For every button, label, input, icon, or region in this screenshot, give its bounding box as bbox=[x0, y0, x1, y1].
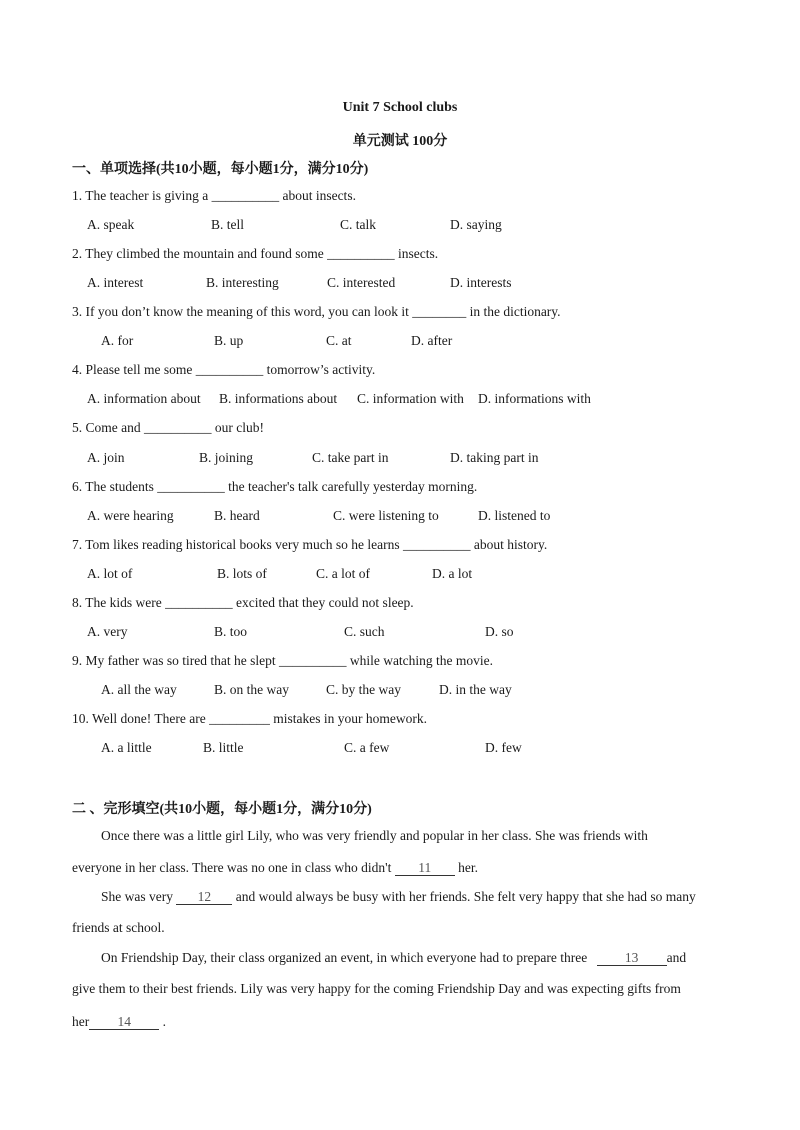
option-b: B. interesting bbox=[206, 275, 279, 290]
passage-text: On Friendship Day, their class organized an event, in which everyone had to prepare three bbox=[101, 950, 588, 965]
option-a: A. information about bbox=[87, 391, 201, 406]
section-heading-choice: 一、单项选择(共10小题，每小题1分，满分10分) bbox=[72, 162, 369, 177]
option-c: C. a lot of bbox=[316, 566, 370, 581]
page-title: Unit 7 School clubs bbox=[342, 100, 458, 115]
option-a: A. lot of bbox=[87, 566, 133, 581]
option-d: D. after bbox=[411, 333, 453, 348]
passage-text: friends at school. bbox=[72, 920, 165, 935]
option-d: D. interests bbox=[450, 275, 512, 290]
question-stem: 2. They climbed the mountain and found some __________ insects. bbox=[72, 246, 439, 261]
cloze-blank-12[interactable]: 12 bbox=[176, 890, 232, 905]
option-c: C. talk bbox=[340, 217, 376, 232]
passage-text: her bbox=[72, 1014, 90, 1029]
option-a: A. were hearing bbox=[87, 508, 174, 523]
passage-text: She was very bbox=[101, 889, 173, 904]
option-c: C. information with bbox=[357, 391, 464, 406]
option-a: A. a little bbox=[101, 740, 152, 755]
option-d: D. saying bbox=[450, 217, 502, 232]
option-a: A. interest bbox=[87, 275, 144, 290]
option-d: D. a lot bbox=[432, 566, 473, 581]
option-d: D. informations with bbox=[478, 391, 591, 406]
option-a: A. join bbox=[87, 450, 125, 465]
passage-text: . bbox=[162, 1014, 166, 1029]
option-d: D. in the way bbox=[439, 682, 512, 697]
passage-line bbox=[72, 1014, 166, 1030]
passage-line bbox=[101, 889, 696, 905]
passage-text: give them to their best friends. Lily was very happy for the coming Friendship Day and was expecting gifts from bbox=[72, 981, 681, 996]
option-a: A. speak bbox=[87, 217, 135, 232]
option-c: C. were listening to bbox=[333, 508, 439, 523]
option-a: A. for bbox=[101, 333, 134, 348]
option-d: D. listened to bbox=[478, 508, 551, 523]
question-stem: 4. Please tell me some __________ tomorrow’s activity. bbox=[72, 362, 376, 377]
page-subtitle: 单元测试 100分 bbox=[352, 134, 448, 149]
option-b: B. too bbox=[214, 624, 248, 639]
option-d: D. taking part in bbox=[450, 450, 539, 465]
option-c: C. take part in bbox=[312, 450, 389, 465]
section-heading-cloze: 二 、完形填空(共10小题，每小题1分，满分10分) bbox=[72, 802, 372, 817]
option-d: D. few bbox=[485, 740, 522, 755]
option-b: B. heard bbox=[214, 508, 260, 523]
question-stem: 9. My father was so tired that he slept __________ while watching the movie. bbox=[72, 653, 494, 668]
cloze-blank-13[interactable]: 13 bbox=[597, 951, 667, 966]
question-stem: 1. The teacher is giving a __________ about insects. bbox=[72, 188, 356, 203]
option-d: D. so bbox=[485, 624, 514, 639]
passage-text: everyone in her class. There was no one in class who didn't bbox=[72, 860, 392, 875]
option-b: B. informations about bbox=[219, 391, 338, 406]
passage-line bbox=[101, 950, 686, 966]
option-a: A. very bbox=[87, 624, 128, 639]
cloze-blank-11[interactable]: 11 bbox=[395, 861, 455, 876]
option-c: C. interested bbox=[327, 275, 396, 290]
option-b: B. little bbox=[203, 740, 244, 755]
option-c: C. a few bbox=[344, 740, 390, 755]
option-b: B. up bbox=[214, 333, 244, 348]
option-c: C. such bbox=[344, 624, 385, 639]
passage-text: and would always be busy with her friends. She felt very happy that she had so many bbox=[235, 889, 696, 904]
question-stem: 7. Tom likes reading historical books very much so he learns __________ about history. bbox=[72, 537, 548, 552]
option-a: A. all the way bbox=[101, 682, 177, 697]
option-b: B. joining bbox=[199, 450, 254, 465]
question-stem: 3. If you don’t know the meaning of this word, you can look it ________ in the dictionary. bbox=[72, 304, 561, 319]
passage-text: and bbox=[666, 950, 687, 965]
passage-text: Once there was a little girl Lily, who was very friendly and popular in her class. She was friends with bbox=[101, 828, 648, 843]
option-c: C. by the way bbox=[326, 682, 401, 697]
cloze-blank-14[interactable]: 14 bbox=[89, 1015, 159, 1030]
question-stem: 6. The students __________ the teacher's talk carefully yesterday morning. bbox=[72, 479, 478, 494]
passage-text: her. bbox=[458, 860, 478, 875]
option-b: B. tell bbox=[211, 217, 244, 232]
question-stem: 10. Well done! There are _________ mistakes in your homework. bbox=[72, 711, 427, 726]
option-b: B. on the way bbox=[214, 682, 289, 697]
passage-line bbox=[72, 860, 478, 876]
question-stem: 8. The kids were __________ excited that they could not sleep. bbox=[72, 595, 414, 610]
question-stem: 5. Come and __________ our club! bbox=[72, 420, 264, 435]
option-b: B. lots of bbox=[217, 566, 267, 581]
option-c: C. at bbox=[326, 333, 352, 348]
